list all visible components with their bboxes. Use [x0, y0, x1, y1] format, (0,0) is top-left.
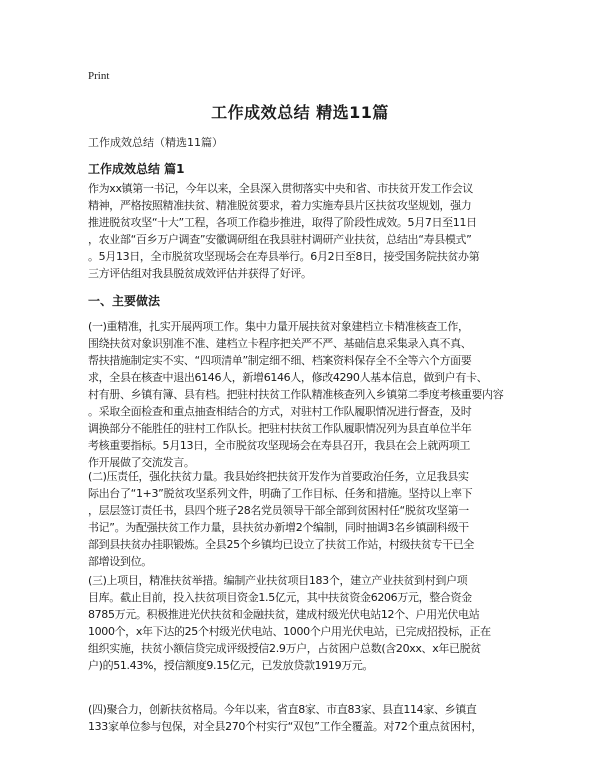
paragraph-projects: [88, 572, 518, 674]
paragraph-line: (二)压责任，强化扶贫力量。我县始终把扶贫开发作为首要政治任务，立足我县实: [88, 470, 469, 483]
paragraph-line: 三方评估组对我县脱贫成效评估并获得了好评。: [88, 267, 312, 280]
paragraph-line: 组织实施，扶贫小额信贷完成评级授信2.9万户，占贫困户总数(含20xx、x年已脱贫: [88, 642, 481, 655]
paragraph-line: ，农业部“百乡万户调查”安徽调研组在我县驻村调研产业扶贫，总结出“寿县模式”: [88, 233, 472, 246]
paragraph-line: 围绕扶贫对象识别准不准、建档立卡程序把关严不严、基础信息采集录入真不真、: [88, 337, 472, 350]
paragraph-line: (四)聚合力，创新扶贫格局。今年以来，省直8家、市直83家、县直114家、乡镇直: [88, 703, 477, 716]
paragraph-precision: [88, 318, 518, 471]
paragraph-line: 。5月13日，全市脱贫攻坚现场会在寿县举行。6月2日至8日，接受国务院扶贫办第: [88, 250, 480, 263]
paragraph-line: 调换部分不能胜任的驻村工作队长。把驻村扶贫工作队履职情况列为县直单位半年: [88, 422, 472, 435]
paragraph-line: (一)重精准，扎实开展两项工作。集中力量开展扶贫对象建档立卡精准核查工作，: [88, 320, 469, 333]
paragraph-line: ，层层签订责任书，县四个班子28名党员领导干部全部到贫困村任“脱贫攻坚第一: [88, 504, 469, 517]
section-heading: 工作成效总结 篇1: [88, 162, 185, 176]
paragraph-synergy: [88, 701, 518, 735]
paragraph-line: 村有册、乡镇有簿、县有档。把驻村扶贫工作队精准核查列入乡镇第二季度考核重要内容: [88, 388, 504, 401]
paragraph-line: 1000个，x年下达的25个村级光伏电站、1000个户用光伏电站，已完成招投标，正在: [88, 625, 491, 638]
paragraph-line: 求，全县在核查中退出6146人，新增6146人，修改4290人基本信息，做到户有卡、: [88, 371, 488, 384]
intro-paragraph: [88, 180, 518, 282]
paragraph-line: 。采取全面检查和重点抽查相结合的方式，对驻村工作队履职情况进行督查，及时: [88, 405, 472, 418]
paragraph-line: (三)上项目，精准扶贫举措。编制产业扶贫项目183个，建立产业扶贫到村到户项: [88, 574, 468, 587]
paragraph-line: 户)的51.43%，授信额度9.15亿元，已发放贷款1919万元。: [88, 659, 374, 672]
paragraph-line: 部增设到位。: [88, 555, 152, 568]
paragraph-line: 目库。截止目前，投入扶贫项目资金1.5亿元，其中扶贫资金6206万元，整合资金: [88, 591, 472, 604]
document-subtitle: 工作成效总结（精选11篇）: [88, 136, 223, 149]
paragraph-line: 8785万元。积极推进光伏扶贫和金融扶贫，建成村级光伏电站12个、户用光伏电站: [88, 608, 480, 621]
paragraph-line: 际出台了“1+3”脱贫攻坚系列文件，明确了工作目标、任务和措施。坚持以上率下: [88, 487, 473, 500]
document-title: 工作成效总结 精选11篇: [211, 103, 389, 122]
paragraph-line: 精神，严格按照精准扶贫、精准脱贫要求，着力实施寿县片区扶贫攻坚规划，强力: [88, 199, 472, 212]
paragraph-line: 帮扶措施制定实不实、“四项清单”制定细不细、档案资料保存全不全等六个方面要: [88, 354, 472, 367]
paragraph-responsibility: [88, 468, 518, 570]
paragraph-line: 书记”。为配强扶贫工作力量，县扶贫办新增2个编制，同时抽调3名乡镇副科级干: [88, 521, 469, 534]
paragraph-line: 推进脱贫攻坚“十大”工程，各项工作稳步推进，取得了阶段性成效。5月7日至11日: [88, 216, 477, 229]
paragraph-line: 作开展做了交流发言。: [88, 456, 195, 469]
paragraph-line: 部到县扶贫办挂职锻炼。全县25个乡镇均已设立了扶贫工作站，村级扶贫专干已全: [88, 538, 475, 551]
paragraph-line: 133家单位参与包保，对全县270个村实行“双包”工作全覆盖。对72个重点贫困村，: [88, 720, 483, 733]
main-practices-heading: 一、主要做法: [88, 294, 161, 308]
paragraph-line: 作为xx镇第一书记，今年以来，全县深入贯彻落实中央和省、市扶贫开发工作会议: [88, 182, 474, 195]
print-label: Print: [88, 70, 110, 82]
paragraph-line: 考核重要指标。5月13日，全市脱贫攻坚现场会在寿县召开，我县在会上就两项工: [88, 439, 471, 452]
